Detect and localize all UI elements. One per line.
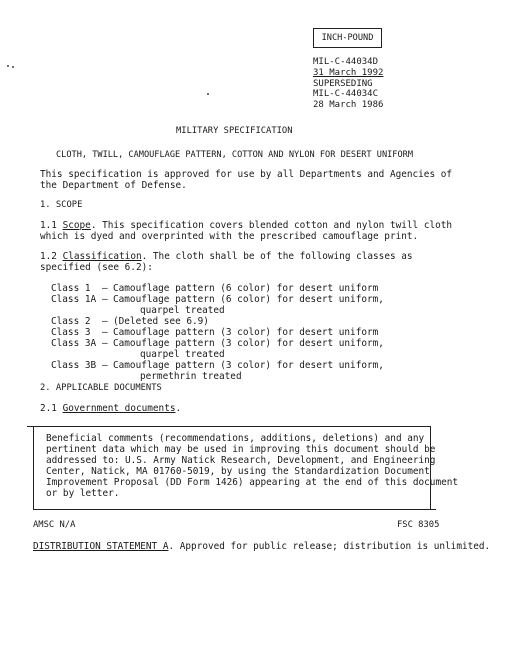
- scan-speck: [207, 93, 209, 95]
- classification-paragraph: [40, 251, 480, 273]
- comments-notice-box: [33, 426, 459, 510]
- scan-speck: [7, 65, 9, 67]
- amsc-code: AMSC N/A: [33, 520, 76, 530]
- scope-title: Scope: [62, 220, 91, 231]
- scan-speck: [12, 66, 14, 68]
- scope-paragraph: [40, 220, 480, 242]
- superseding-label: SUPERSEDING: [313, 78, 373, 89]
- notice-line: Improvement Proposal (DD Form 1426) appearing at the end of this document: [46, 477, 459, 488]
- distribution-statement-label: DISTRIBUTION STATEMENT A: [33, 541, 169, 552]
- scope-line: which is dyed and overprinted with the prescribed camouflage print.: [40, 231, 419, 242]
- class-item: Class 1A – Camouflage pattern (6 color) for desert uniform, quarpel treated: [51, 294, 384, 316]
- previous-document-date: 28 March 1986: [313, 100, 384, 111]
- class-item: Class 1 – Camouflage pattern (6 color) for desert uniform: [51, 283, 379, 294]
- government-documents-title: Government documents: [62, 403, 176, 414]
- specification-subject: CLOTH, TWILL, CAMOUFLAGE PATTERN, COTTON AND NYLON FOR DESERT UNIFORM: [56, 150, 413, 160]
- notice-line: Center, Natick, MA 01760-5019, by using the Standardization Document: [46, 466, 430, 477]
- class-item: Class 2 – (Deleted see 6.9): [51, 316, 209, 327]
- notice-line: addressed to: U.S. Army Natick Research, Development, and Engineering: [46, 455, 436, 466]
- previous-document-id: MIL-C-44034C: [313, 89, 379, 100]
- classification-title: Classification: [62, 251, 142, 262]
- inch-pound-box: INCH-POUND: [313, 28, 382, 48]
- section-2-heading: 2. APPLICABLE DOCUMENTS: [40, 383, 162, 393]
- section-1-heading: 1. SCOPE: [40, 200, 83, 210]
- class-item: Class 3A – Camouflage pattern (3 color) for desert uniform, quarpel treated: [51, 338, 384, 360]
- document-id: MIL-C-44034D: [313, 57, 379, 67]
- document-date: 31 March 1992: [313, 67, 384, 78]
- classification-line: 1.2 Classification. The cloth shall be of the following classes as: [40, 251, 413, 262]
- government-documents-paragraph: 2.1 Government documents.: [40, 403, 182, 414]
- notice-line: Beneficial comments (recommendations, additions, deletions) and any: [46, 433, 425, 444]
- class-item: Class 3B – Camouflage pattern (3 color) for desert uniform, permethrin treated: [51, 360, 384, 382]
- approval-line: This specification is approved for use by all Departments and Agencies of: [40, 169, 453, 180]
- fsc-code: FSC 8305: [397, 520, 440, 530]
- approval-statement: [40, 169, 480, 191]
- scope-line: 1.1 Scope. This specification covers blended cotton and nylon twill cloth: [40, 220, 453, 231]
- notice-line: or by letter.: [46, 488, 120, 499]
- document-identifier-block: [313, 57, 383, 111]
- class-item: Class 3 – Camouflage pattern (3 color) for desert uniform: [51, 327, 379, 338]
- approval-line: the Department of Defense.: [40, 180, 187, 191]
- classification-line: specified (see 6.2):: [40, 262, 153, 273]
- specification-type: MILITARY SPECIFICATION: [176, 126, 293, 136]
- distribution-statement: DISTRIBUTION STATEMENT A. Approved for public release; distribution is unlimited.: [33, 541, 491, 552]
- notice-line: pertinent data which may be used in improving this document should be: [46, 444, 436, 455]
